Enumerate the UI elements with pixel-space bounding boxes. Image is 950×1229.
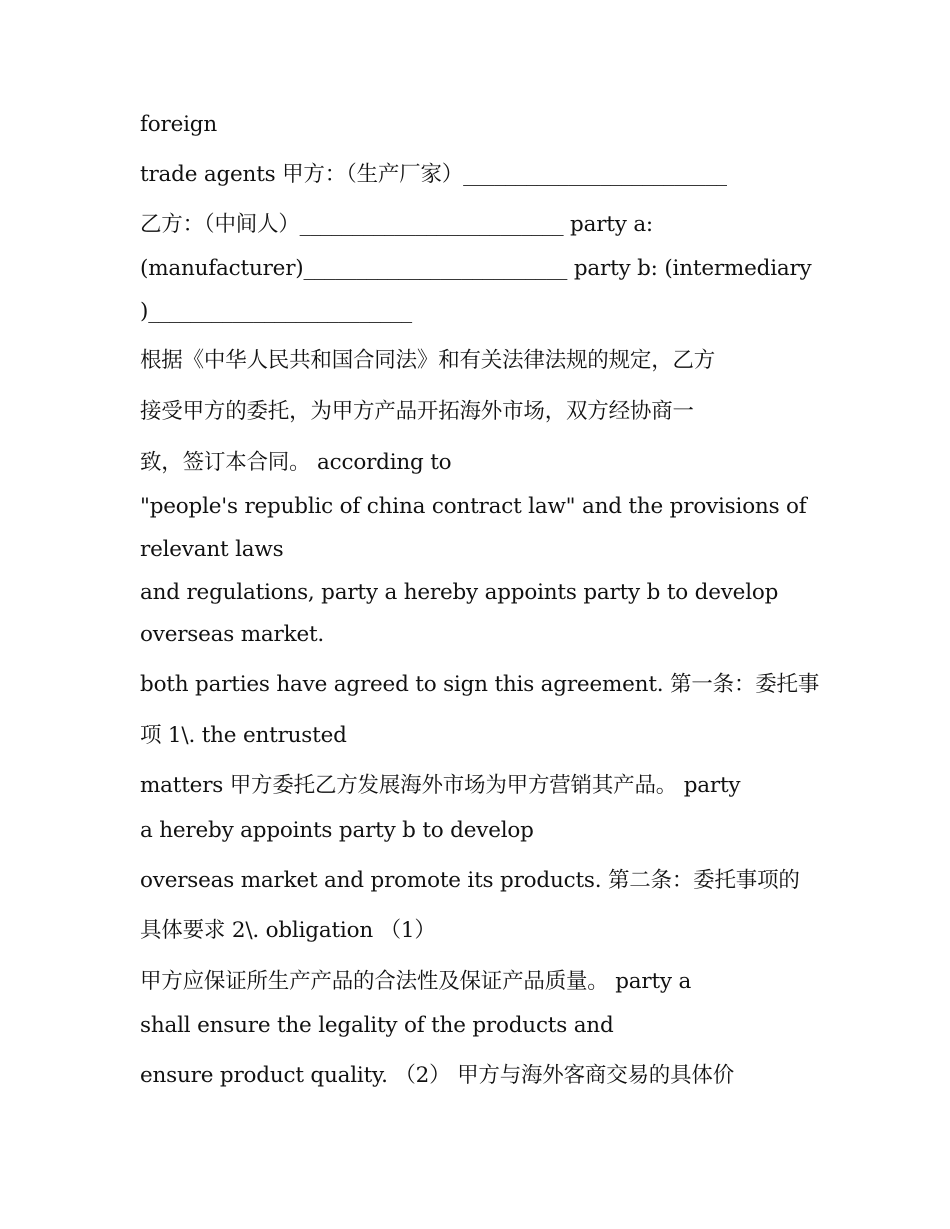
text-line: overseas market and promote its products. 第二条：委托事项的 bbox=[140, 868, 800, 893]
text-line: relevant laws bbox=[140, 537, 284, 562]
text-line: ensure product quality. （2） 甲方与海外客商交易的具体价 bbox=[140, 1063, 734, 1088]
text-line: trade agents 甲方：（生产厂家）_________________________ bbox=[140, 162, 727, 187]
text-line: 乙方：（中间人）_________________________ party a: bbox=[140, 212, 653, 237]
text-line: "people's republic of china contract law" and the provisions of bbox=[140, 494, 807, 519]
text-line: a hereby appoints party b to develop bbox=[140, 818, 534, 843]
text-line: foreign bbox=[140, 112, 217, 137]
text-line: 根据《中华人民共和国合同法》和有关法律法规的规定，乙方 bbox=[140, 348, 716, 373]
text-line: (manufacturer)_________________________ party b: (intermediary bbox=[140, 256, 812, 281]
text-line: 甲方应保证所生产产品的合法性及保证产品质量。 party a bbox=[140, 969, 692, 994]
text-line: shall ensure the legality of the products and bbox=[140, 1013, 614, 1038]
text-line: 接受甲方的委托，为甲方产品开拓海外市场，双方经协商一 bbox=[140, 399, 694, 424]
text-line: )_________________________ bbox=[140, 299, 412, 324]
text-line: matters 甲方委托乙方发展海外市场为甲方营销其产品。 party bbox=[140, 773, 741, 798]
text-line: 具体要求 2\. obligation （1） bbox=[140, 918, 436, 943]
text-line: overseas market. bbox=[140, 622, 325, 647]
text-line: and regulations, party a hereby appoints party b to develop bbox=[140, 580, 779, 605]
text-line: both parties have agreed to sign this agreement. 第一条：委托事 bbox=[140, 672, 820, 697]
text-line: 致，签订本合同。 according to bbox=[140, 450, 452, 475]
text-line: 项 1\. the entrusted bbox=[140, 723, 347, 748]
